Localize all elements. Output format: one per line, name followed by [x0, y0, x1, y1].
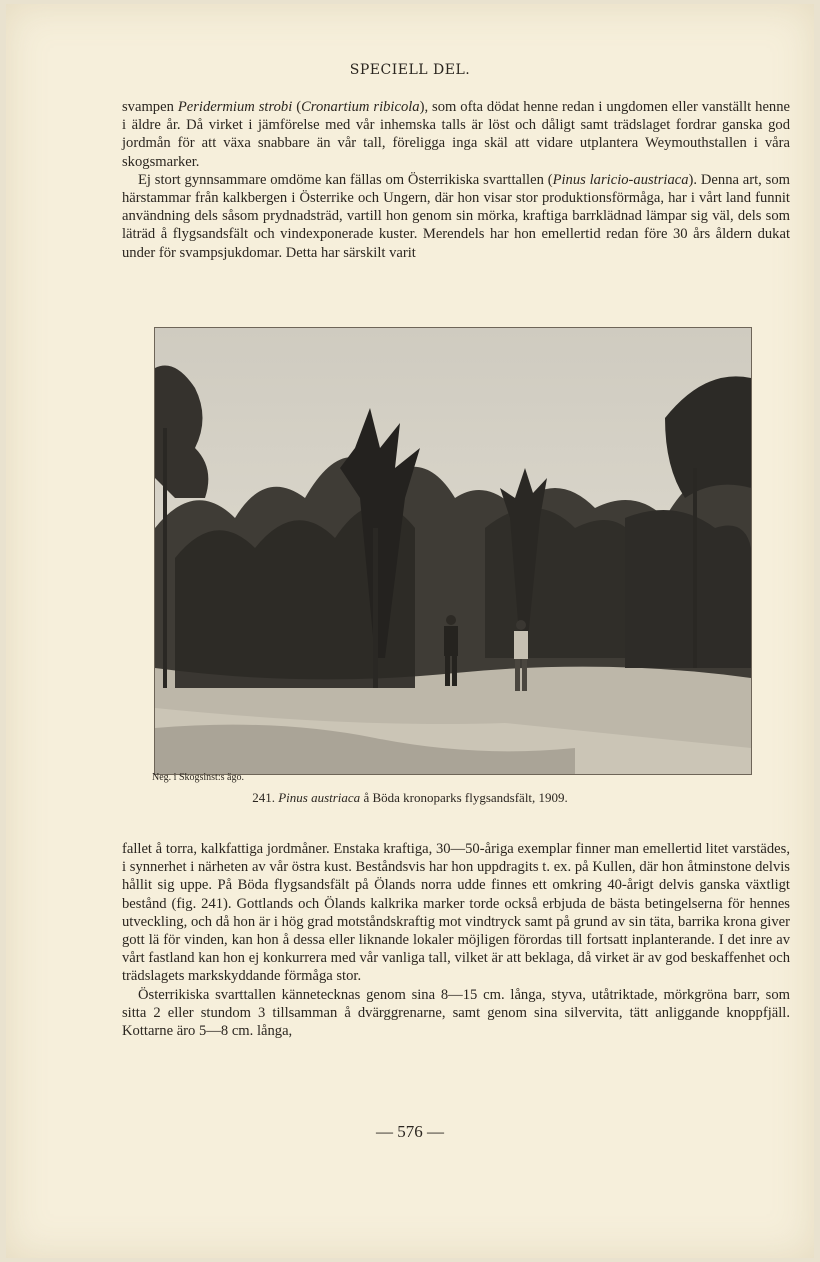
- text-run: ). Denna art, som härstammar från kalkbergen i Österrike och Ungern, där hon visar stor produktionsförmåga, har i vårt land funnit användning dels såsom prydnadsträd, vartill hon genom sin mörka, kraftiga barrklädnad lämpar sig väl, dels som läträd å flygsandsfält och vindexponerade kuster. Merendels har hon emellertid redan före 30 års åldern dukat under för svampsjukdomar. Detta har särskilt varit: [122, 171, 790, 261]
- figure-species: Pinus austriaca: [278, 790, 361, 805]
- paragraph: [122, 98, 790, 171]
- text-run: svampen: [122, 99, 178, 115]
- italic-term: Cronartium ribicola: [301, 99, 420, 115]
- body-text-bottom: [122, 840, 790, 1040]
- text-run: Österrikiska svarttallen kännetecknas genom sina 8—15 cm. långa, styva, utåtriktade, mörkgröna barr, som sitta 2 eller stundom 3 tillsamman å dvärggrenarne, samt genom sina silvervita, tätt anliggande knoppfjäll. Kottarne äro 5—8 cm. långa,: [122, 986, 790, 1040]
- text-run: ), som ofta dödat henne redan i ungdomen eller vanställt henne i äldre år. Då virket i jämförelse med vår inhemska talls är löst och dåligt samt trädslaget fordrar ganska god jordmån för att växa snabbare än vår tall, föreligga inga skäl att vidare utplantera Weymouthstallen i våra skogsmarker.: [122, 99, 790, 170]
- running-header: SPECIELL DEL.: [349, 62, 471, 78]
- book-page: [6, 4, 814, 1258]
- paragraph: [122, 171, 790, 262]
- figure-number: 241.: [252, 790, 275, 805]
- text-run: Ej stort gynnsammare omdöme kan fällas om Österrikiska svarttallen (: [138, 171, 553, 188]
- figure-photograph: [154, 327, 752, 775]
- pine-stand-photo: [155, 328, 751, 774]
- page-number: — 576 —: [376, 1122, 444, 1141]
- figure-caption: [6, 790, 814, 806]
- body-text-top: [122, 98, 790, 262]
- text-run: (: [292, 99, 302, 115]
- paragraph: [122, 986, 790, 1041]
- photo-credit: Neg. i Skogsinst:s ägo.: [152, 772, 244, 783]
- paragraph: [122, 840, 790, 986]
- italic-term: Peridermium strobi: [177, 99, 293, 115]
- text-run: fallet å torra, kalkfattiga jordmåner. Enstaka kraftiga, 30—50-åriga exemplar finner man emellertid litet varstädes, i synnerhet i närheten av vår östra kust. Beståndsvis har hon uppdragits t. ex. på Kullen, där hon åtminstone delvis hållit sig uppe. På Böda flygsandsfält på Ölands norra udde finnes ett omkring 40-årigt delvis ganska växtligt bestånd (fig. 241). Gottlands och Ölands kalkrika marker torde också erbjuda de bästa betingelserna för hennes utveckling, och då hon är i hög grad motståndskraftig mot vindtryck samt på grund av sin täta, barrika krona giver gott lä för vinden, kan hon å dessa eller liknande lokaler möjligen förordas till fortsatt inplanterande. I det inre av vårt fastland kan hon ej konkurrera med vår vanliga tall, vilket är att beklaga, då virket är av god beskaffenhet och trädslagets markskyddande förmåga stor.: [122, 841, 790, 985]
- figure-caption-text: å Böda kronoparks flygsandsfält, 1909.: [363, 790, 568, 805]
- italic-term: Pinus laricio-austriaca: [552, 171, 689, 188]
